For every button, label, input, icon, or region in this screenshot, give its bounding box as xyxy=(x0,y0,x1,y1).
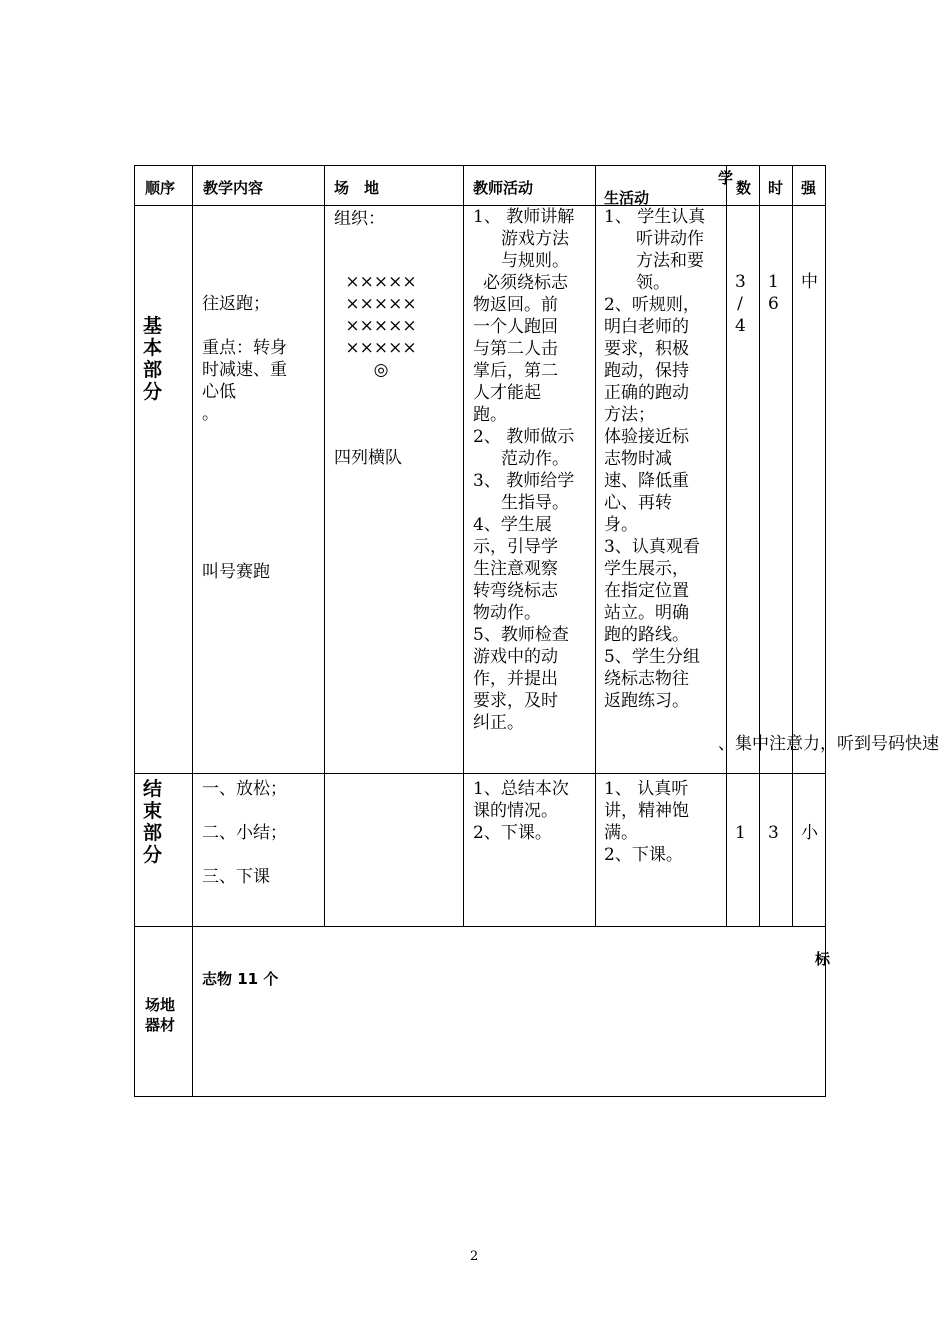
table-border-left xyxy=(134,165,135,1097)
basic-intensity: 中 xyxy=(801,272,818,292)
venue-formation-label: 四列横队 xyxy=(334,448,402,468)
header-venue: 场 地 xyxy=(334,179,380,197)
table-border-top xyxy=(134,165,826,166)
end-time: 3 xyxy=(768,823,779,843)
venue-org-label: 组织： xyxy=(334,209,385,229)
end-section-label: 结 束 部 分 xyxy=(143,778,163,866)
basic-count: 3 / 4 xyxy=(735,272,746,336)
basic-content: 往返跑； 重点：转身 时减速、重 心低 。 xyxy=(202,294,287,424)
basic-section-label: 基 本 部 分 xyxy=(143,315,163,403)
header-order: 顺序 xyxy=(145,179,176,197)
header-time: 时 xyxy=(768,179,784,197)
col-divider-6 xyxy=(759,165,760,927)
col-divider-2 xyxy=(324,165,325,927)
table-border-bottom xyxy=(134,1096,826,1097)
basic-content-game: 叫号赛跑 xyxy=(202,562,270,582)
basic-overflow-text: 、集中注意力，听到号码快速 xyxy=(718,734,939,754)
end-content: 一、放松； 二、小结； 三、下课 xyxy=(202,779,287,887)
header-count: 数 xyxy=(736,179,752,197)
end-divider xyxy=(134,926,826,927)
col-divider-1 xyxy=(192,165,193,1097)
col-divider-3 xyxy=(463,165,464,927)
venue-formation-diagram: ××××× ××××× ××××× ××××× ◎ xyxy=(345,272,417,380)
col-divider-7 xyxy=(792,165,793,927)
end-student-activity: 1、 认真听 讲，精神饱 满。 2、下课。 xyxy=(604,779,689,865)
basic-divider xyxy=(134,773,826,774)
header-intensity: 强 xyxy=(801,179,817,197)
header-student: 生活动 xyxy=(604,189,650,207)
col-divider-4 xyxy=(595,165,596,927)
equipment-text: 志物 11 个 xyxy=(202,970,279,988)
header-teacher: 教师活动 xyxy=(473,179,534,197)
equipment-label: 场地 器材 xyxy=(145,996,176,1034)
end-intensity: 小 xyxy=(801,823,818,843)
page-number: 2 xyxy=(470,1249,479,1264)
basic-teacher-activity: 1、 教师讲解 游戏方法 与规则。 必须绕标志 物返回。前 一个人跑回 与第二人击 掌后，第二 人才能起 跑。 2、 教师做示 范动作。 3、 教师给学 生指导。 4、学生展 示，引导学 生注意观察 转弯绕标志 物动作。 5、教师检查 游戏中的动 作，并提出 要求，及时 纠正。 xyxy=(473,207,575,733)
col-divider-5 xyxy=(726,165,727,927)
basic-time: 1 6 xyxy=(768,272,779,314)
basic-student-activity: 1、 学生认真 听讲动作 方法和要 领。 2、听规则， 明白老师的 要求，积极 跑动，保持 正确的跑动 方法； 体验接近标 志物时减 速、降低重 心、再转 身。 3、认真观看 学生展示， 在指定位置 站立。明确 跑的路线。 5、学生分组 绕标志物往 返跑练习。 xyxy=(604,207,706,711)
end-count: 1 xyxy=(735,823,746,843)
end-teacher-activity: 1、总结本次 课的情况。 2、下课。 xyxy=(473,779,569,843)
equipment-text-right: 标 xyxy=(815,950,831,968)
header-content: 教学内容 xyxy=(203,179,264,197)
header-student-top: 学 xyxy=(718,169,734,187)
